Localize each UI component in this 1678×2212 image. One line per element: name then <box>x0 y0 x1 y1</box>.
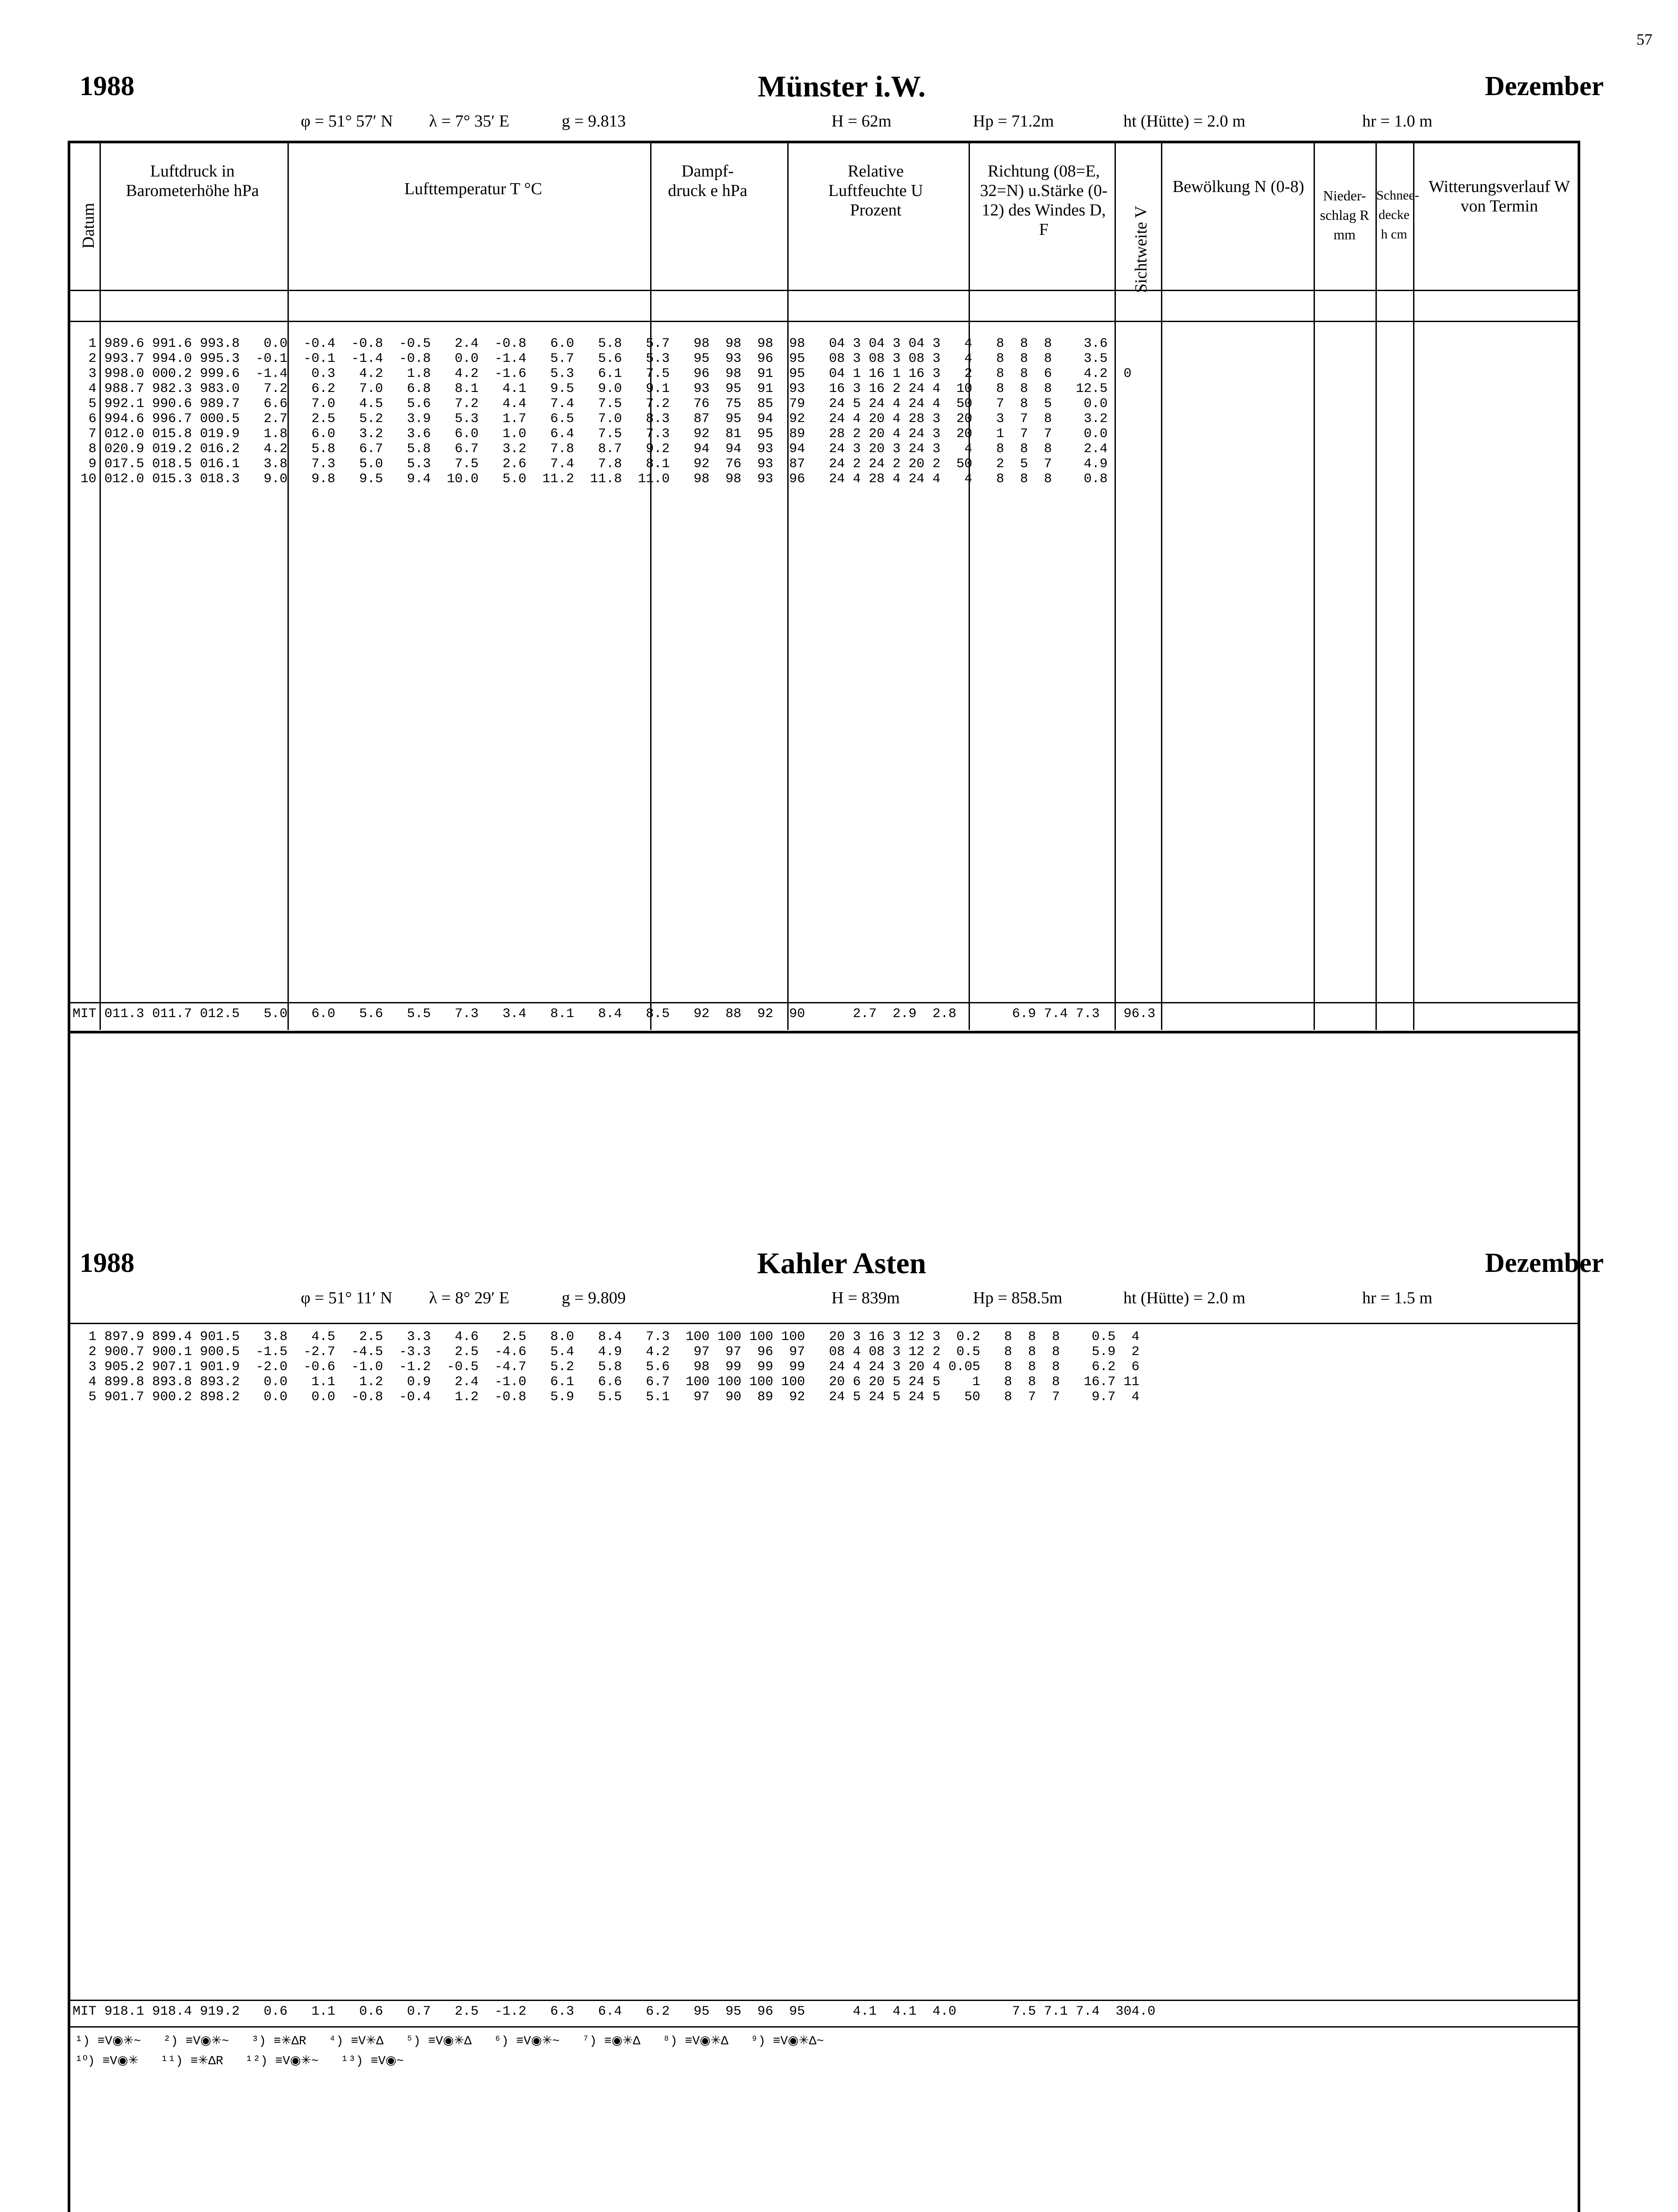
hut-height: ht (Hütte) = 2.0 m <box>1123 1289 1245 1307</box>
elevation: H = 839m <box>831 1289 900 1307</box>
month: Dezember <box>1485 1248 1604 1278</box>
data-table-muenster <box>71 336 1133 487</box>
col-luftdruck: Luftdruck in Barometerhöhe hPa <box>126 162 259 200</box>
table-row: 3 998.0 000.2 999.6 -1.4 0.3 4.2 1.8 4.2 -1.6 5.3 6.1 7.5 96 98 91 95 04 1 16 1 16 3 2 8 8 6 4.2 0 <box>73 366 1132 381</box>
table-row: 5 992.1 990.6 989.7 6.6 7.0 4.5 5.6 7.2 4.4 7.4 7.5 7.2 76 75 85 79 24 5 24 4 24 4 50 7 8 5 0.0 <box>73 396 1108 411</box>
table-row: 6 994.6 996.7 000.5 2.7 2.5 5.2 3.9 5.3 1.7 6.5 7.0 8.3 87 95 94 92 24 4 20 4 28 3 20 3 7 8 3.2 <box>73 411 1108 426</box>
station-header-muenster <box>80 71 1604 142</box>
page-number: 57 <box>1636 31 1652 48</box>
gravity: g = 9.813 <box>562 112 626 131</box>
table-row: 8 020.9 019.2 016.2 4.2 5.8 6.7 5.8 6.7 3.2 7.8 8.7 9.2 94 94 93 94 24 3 20 3 24 3 4 8 8 8 2.4 <box>73 442 1108 457</box>
table-row: 7 012.0 015.8 019.9 1.8 6.0 3.2 3.6 6.0 1.0 6.4 7.5 7.3 92 81 95 89 28 2 20 4 24 3 20 1 7 7 0.0 <box>73 426 1108 442</box>
table-row: 5 901.7 900.2 898.2 0.0 0.0 -0.8 -0.4 1.2 -0.8 5.9 5.5 5.1 97 90 89 92 24 5 24 5 24 5 50 8 7 7 9.7 4 <box>73 1390 1140 1405</box>
table-row: 10 012.0 015.3 018.3 9.0 9.8 9.5 9.4 10.0 5.0 11.2 11.8 11.0 98 98 93 96 24 4 28 4 24 4 4 8 8 8 0.8 <box>73 472 1108 487</box>
footnote-line-2: ¹⁰) ≡V◉✳ ¹¹) ≡✳ΔR ¹²) ≡V◉✳~ ¹³) ≡V◉~ <box>75 2055 404 2068</box>
col-witterung: Witterungsverlauf W von Termin <box>1429 177 1570 215</box>
gauge-height: hr = 1.0 m <box>1362 112 1433 131</box>
gravity: g = 9.809 <box>562 1289 626 1307</box>
month: Dezember <box>1485 71 1604 101</box>
table-row: 1 897.9 899.4 901.5 3.8 4.5 2.5 3.3 4.6 2.5 8.0 8.4 7.3 100 100 100 100 20 3 16 3 12 3 0.2 8 8 8 0.5 4 <box>73 1329 1140 1344</box>
gauge-height: hr = 1.5 m <box>1362 1289 1433 1307</box>
station-name: Kahler Asten <box>757 1246 927 1280</box>
section-divider <box>68 1031 1580 1033</box>
col-bewoelkung: Bewölkung N (0-8) <box>1172 177 1304 196</box>
year: 1988 <box>80 1248 134 1278</box>
table-row: MIT 918.1 918.4 919.2 0.6 1.1 0.6 0.7 2.5 -1.2 6.3 6.4 6.2 95 95 96 95 4.1 4.1 4.0 7.5 7.1 7.4 304.0 <box>73 2004 1156 2019</box>
hut-height: ht (Hütte) = 2.0 m <box>1123 112 1245 131</box>
data-table-kahler-asten <box>71 1329 1141 1405</box>
longitude: λ = 7° 35′ E <box>429 112 510 131</box>
table-row: 9 017.5 018.5 016.1 3.8 7.3 5.0 5.3 7.5 2.6 7.4 7.8 8.1 92 76 93 87 24 2 24 2 20 2 50 2 5 7 4.9 <box>73 457 1108 472</box>
monthly-mean-kahler-asten <box>71 2004 1157 2019</box>
table-row: 3 905.2 907.1 901.9 -2.0 -0.6 -1.0 -1.2 -0.5 -4.7 5.2 5.8 5.6 98 99 99 99 24 4 24 3 20 4 0.05 8 8 8 6.2 6 <box>73 1359 1140 1375</box>
col-dampfdruck: Dampf- druck e hPa <box>668 162 747 200</box>
latitude: φ = 51° 57′ N <box>301 112 393 131</box>
longitude: λ = 8° 29′ E <box>429 1289 510 1307</box>
table-row: 2 900.7 900.1 900.5 -1.5 -2.7 -4.5 -3.3 2.5 -4.6 5.4 4.9 4.2 97 97 96 97 08 4 08 3 12 2 0.5 8 8 8 5.9 2 <box>73 1344 1140 1359</box>
table-row: 2 993.7 994.0 995.3 -0.1 -0.1 -1.4 -0.8 0.0 -1.4 5.7 5.6 5.3 95 93 96 95 08 3 08 3 08 3 4 8 8 8 3.5 <box>73 351 1108 366</box>
elevation: H = 62m <box>831 112 892 131</box>
footnote-line-1: ¹) ≡V◉✳~ ²) ≡V◉✳~ ³) ≡✳ΔR ⁴) ≡V✳Δ ⁵) ≡V◉✳Δ ⁶) ≡V◉✳~ ⁷) ≡◉✳Δ ⁸) ≡V◉✳Δ ⁹) ≡V◉✳Δ~ <box>75 2035 824 2048</box>
station-name: Münster i.W. <box>758 69 926 103</box>
col-schneedecke: Schnee- decke h cm <box>1376 188 1419 242</box>
col-lufttemperatur: Lufttemperatur T °C <box>404 180 542 198</box>
table-row: 4 899.8 893.8 893.2 0.0 1.1 1.2 0.9 2.4 -1.0 6.1 6.6 6.7 100 100 100 100 20 6 20 5 24 5 1 8 8 8 16.7 11 <box>73 1375 1140 1390</box>
latitude: φ = 51° 11′ N <box>301 1289 392 1307</box>
table-row: 4 988.7 982.3 983.0 7.2 6.2 7.0 6.8 8.1 4.1 9.5 9.0 9.1 93 95 91 93 16 3 16 2 24 4 10 8 8 8 12.5 <box>73 381 1108 396</box>
station-header-kahler-asten <box>80 1248 1604 1318</box>
col-sichtweite: Sichtweite V <box>1132 206 1150 293</box>
monthly-mean-muenster <box>71 1006 1157 1022</box>
col-niederschlag: Nieder- schlag R mm <box>1320 188 1369 242</box>
col-wind: Richtung (08=E, 32=N) u.Stärke (0-12) des Windes D, F <box>980 162 1108 239</box>
col-datum: Datum <box>79 203 98 249</box>
barometer-elevation: Hp = 858.5m <box>973 1289 1062 1307</box>
col-luftfeuchte: Relative Luftfeuchte U Prozent <box>828 162 923 219</box>
table-row: 1 989.6 991.6 993.8 0.0 -0.4 -0.8 -0.5 2.4 -0.8 6.0 5.8 5.7 98 98 98 98 04 3 04 3 04 3 4 8 8 8 3.6 <box>73 336 1108 351</box>
barometer-elevation: Hp = 71.2m <box>973 112 1054 131</box>
table-row: MIT 011.3 011.7 012.5 5.0 6.0 5.6 5.5 7.3 3.4 8.1 8.4 8.5 92 88 92 90 2.7 2.9 2.8 6.9 7.4 7.3 96.3 <box>73 1006 1156 1022</box>
year: 1988 <box>80 71 134 101</box>
